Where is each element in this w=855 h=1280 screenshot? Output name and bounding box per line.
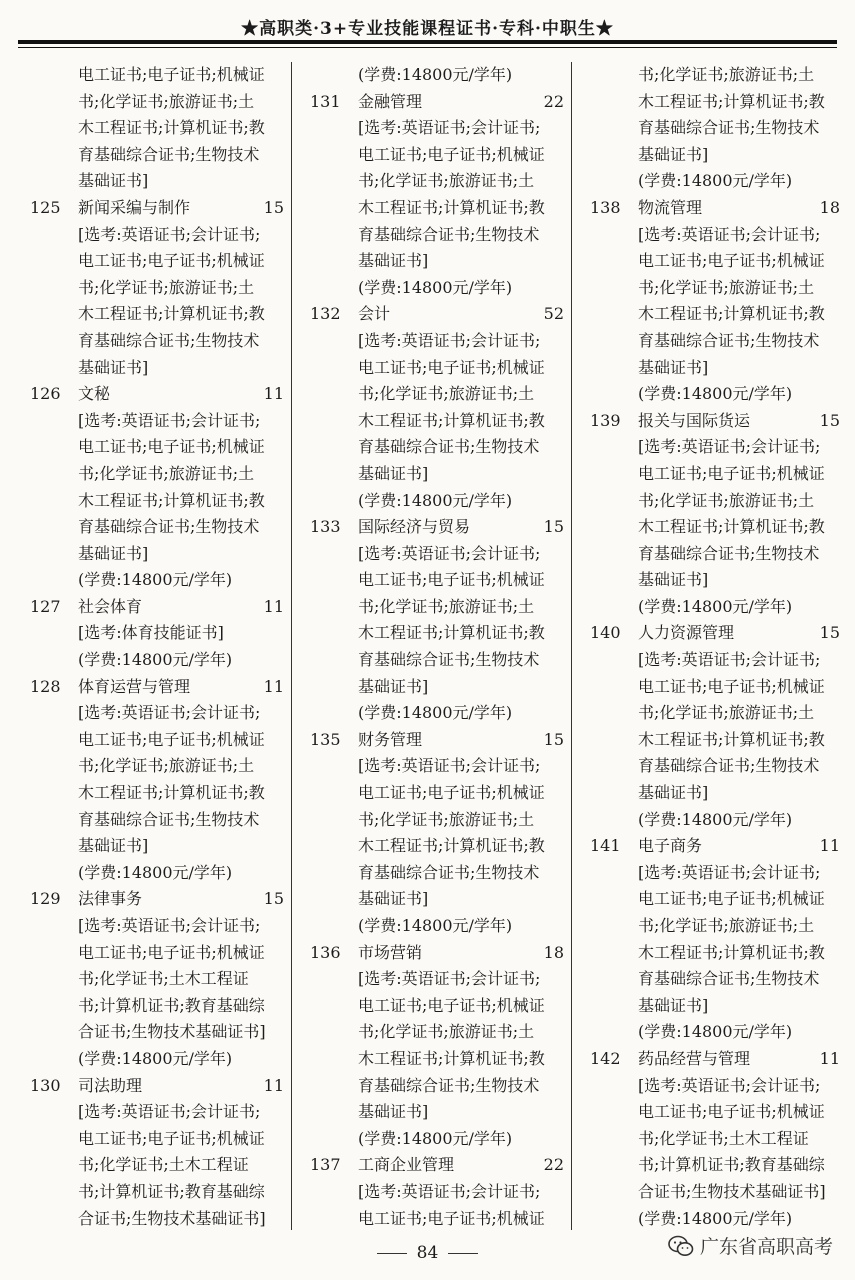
program-requirements: [选考:英语证书;会计证书; 电工证书;电子证书;机械证 [358,1181,545,1228]
program-code: 135 [310,729,341,749]
program-name: 体育运营与管理 [78,676,191,696]
enrollment-count: 11 [263,1075,284,1095]
program-name: 电子商务 [638,836,703,856]
program-entry [310,514,564,727]
program-entry [30,195,284,381]
column-1 [30,62,284,1232]
program-requirements: [选考:英语证书;会计证书; 电工证书;电子证书;机械证 书;化学证书;旅游证书;土 木工程证书;计算机证书;教 育基础综合证书;生物技术 基础证书] (学费:14800元/学年) [78,703,265,882]
program-name: 国际经济与贸易 [358,517,471,537]
program-requirements: [选考:英语证书;会计证书; 电工证书;电子证书;机械证 书;化学证书;旅游证书;土 木工程证书;计算机证书;教 育基础综合证书;生物技术 基础证书] (学费:14800元/学年) [358,969,545,1148]
program-requirements: [选考:英语证书;会计证书; 电工证书;电子证书;机械证 书;化学证书;旅游证书;土 木工程证书;计算机证书;教 育基础综合证书;生物技术 基础证书] [78,224,265,377]
program-requirements: 电工证书;电子证书;机械证 书;化学证书;旅游证书;土 木工程证书;计算机证书;教 育基础综合证书;生物技术 基础证书] [78,65,265,191]
page-header: ★高职类·3+专业技能课程证书·专科·中职生★ [241,19,614,39]
watermark-text: 广东省高职高考 [699,1236,833,1258]
program-entry [590,620,840,833]
program-code: 130 [30,1075,61,1095]
enrollment-count: 15 [819,623,840,643]
program-entry [310,940,564,1153]
program-requirements: [选考:英语证书;会计证书; 电工证书;电子证书;机械证 书;化学证书;旅游证书;土 木工程证书;计算机证书;教 育基础综合证书;生物技术 基础证书] (学费:14800元/学年) [638,650,825,829]
program-entry-header [30,594,284,621]
program-entry-header [310,940,564,967]
watermark [668,1232,833,1259]
enrollment-count: 11 [263,384,284,404]
program-code: 128 [30,676,61,696]
program-entry-header [310,89,564,116]
header-rule-thick [18,40,837,44]
program-code: 141 [590,836,621,856]
enrollment-count: 15 [263,197,284,217]
enrollment-count: 52 [543,304,564,324]
column-3 [590,62,840,1232]
program-entry [310,1152,564,1232]
program-name: 市场营销 [358,942,423,962]
program-entry-header [590,195,840,222]
enrollment-count: 18 [819,197,840,217]
program-entry-header [310,1152,564,1179]
program-requirements: [选考:英语证书;会计证书; 电工证书;电子证书;机械证 书;化学证书;旅游证书;土 木工程证书;计算机证书;教 育基础综合证书;生物技术 基础证书] (学费:14800元/学年) [358,756,545,935]
program-name: 社会体育 [78,596,143,616]
program-requirements: (学费:14800元/学年) [358,65,513,84]
program-requirements: [选考:英语证书;会计证书; 电工证书;电子证书;机械证 书;化学证书;旅游证书;土 木工程证书;计算机证书;教 育基础综合证书;生物技术 基础证书] (学费:14800元/学年) [358,118,545,297]
program-name: 药品经营与管理 [638,1048,751,1068]
program-requirements: [选考:英语证书;会计证书; 电工证书;电子证书;机械证 书;化学证书;土木工程证 书;计算机证书;教育基础综 合证书;生物技术基础证书] [78,1102,266,1228]
program-name: 会计 [358,304,391,324]
program-requirements: [选考:英语证书;会计证书; 电工证书;电子证书;机械证 书;化学证书;旅游证书;土 木工程证书;计算机证书;教 育基础综合证书;生物技术 基础证书] (学费:14800元/学年) [638,437,825,616]
program-name: 司法助理 [78,1075,143,1095]
program-entry-header [30,381,284,408]
program-requirements: [选考:英语证书;会计证书; 电工证书;电子证书;机械证 书;化学证书;旅游证书;土 木工程证书;计算机证书;教 育基础综合证书;生物技术 基础证书] (学费:14800元/学年) [358,543,545,723]
program-name: 工商企业管理 [358,1155,455,1175]
program-code: 138 [590,197,621,217]
footer-dash-left [377,1253,407,1254]
footer-dash-right [448,1253,478,1254]
program-entry [30,1073,284,1232]
program-entry-header [590,833,840,860]
program-code: 139 [590,410,621,430]
program-entry [590,1046,840,1232]
wechat-icon [668,1235,694,1257]
program-entry-header [30,674,284,701]
column-divider [291,62,292,1230]
program-code: 125 [30,197,61,217]
program-entry [30,594,284,674]
program-entry-header [310,301,564,328]
enrollment-count: 22 [543,1155,564,1175]
enrollment-count: 18 [543,942,564,962]
program-code: 127 [30,596,61,616]
program-name: 人力资源管理 [638,623,735,643]
program-code: 132 [310,304,341,324]
enrollment-count: 15 [819,410,840,430]
program-entry [310,301,564,514]
program-entry-header [310,727,564,754]
enrollment-count: 15 [543,517,564,537]
program-entry [310,89,564,302]
program-entry [30,674,284,887]
column-divider [571,62,572,1230]
program-code: 133 [310,517,341,537]
program-code: 131 [310,91,341,111]
program-entry [30,886,284,1072]
column-2 [310,62,564,1232]
program-code: 136 [310,942,341,962]
enrollment-count: 11 [263,676,284,696]
program-requirements: [选考:英语证书;会计证书; 电工证书;电子证书;机械证 书;化学证书;旅游证书;土 木工程证书;计算机证书;教 育基础综合证书;生物技术 基础证书] (学费:14800元/学年) [638,224,825,404]
program-name: 文秘 [78,384,111,404]
program-entry [310,62,564,89]
program-entry [30,381,284,594]
program-name: 法律事务 [78,889,143,909]
enrollment-count: 11 [263,596,284,616]
program-name: 新闻采编与制作 [78,197,191,217]
program-entry-header [590,1046,840,1073]
program-requirements: [选考:英语证书;会计证书; 电工证书;电子证书;机械证 书;化学证书;旅游证书;土 木工程证书;计算机证书;教 育基础综合证书;生物技术 基础证书] (学费:14800元/学年) [638,862,825,1042]
program-entry-header [30,886,284,913]
program-entry-header [590,408,840,435]
program-code: 140 [590,623,621,643]
enrollment-count: 22 [543,91,564,111]
program-code: 126 [30,384,61,404]
program-code: 137 [310,1155,341,1175]
program-entry [30,62,284,195]
enrollment-count: 15 [263,889,284,909]
header-rule-thin [18,47,837,48]
program-code: 142 [590,1048,621,1068]
program-entry-header [30,1073,284,1100]
program-entry [310,727,564,940]
page-number: 84 [416,1243,439,1263]
program-requirements: [选考:英语证书;会计证书; 电工证书;电子证书;机械证 书;化学证书;土木工程证 书;计算机证书;教育基础综 合证书;生物技术基础证书] (学费:14800元/学年) [638,1075,826,1228]
program-name: 物流管理 [638,197,703,217]
program-requirements: [选考:英语证书;会计证书; 电工证书;电子证书;机械证 书;化学证书;土木工程证 书;计算机证书;教育基础综 合证书;生物技术基础证书] (学费:14800元/学年) [78,916,266,1068]
program-name: 财务管理 [358,729,423,749]
program-requirements: [选考:英语证书;会计证书; 电工证书;电子证书;机械证 书;化学证书;旅游证书;土 木工程证书;计算机证书;教 育基础综合证书;生物技术 基础证书] (学费:14800元/学年) [358,330,545,510]
program-requirements: [选考:体育技能证书] (学费:14800元/学年) [78,623,233,670]
program-entry-header [310,514,564,541]
program-requirements: 书;化学证书;旅游证书;土 木工程证书;计算机证书;教 育基础综合证书;生物技术 基础证书] (学费:14800元/学年) [638,65,825,191]
program-requirements: [选考:英语证书;会计证书; 电工证书;电子证书;机械证 书;化学证书;旅游证书;土 木工程证书;计算机证书;教 育基础综合证书;生物技术 基础证书] (学费:14800元/学年) [78,410,265,590]
program-entry [590,833,840,1046]
program-name: 报关与国际货运 [638,410,751,430]
program-entry-header [30,195,284,222]
program-entry [590,408,840,621]
program-entry [590,62,840,195]
program-entry-header [590,620,840,647]
program-entry [590,195,840,408]
enrollment-count: 11 [819,836,840,856]
enrollment-count: 11 [819,1048,840,1068]
enrollment-count: 15 [543,729,564,749]
program-name: 金融管理 [358,91,423,111]
program-code: 129 [30,889,61,909]
